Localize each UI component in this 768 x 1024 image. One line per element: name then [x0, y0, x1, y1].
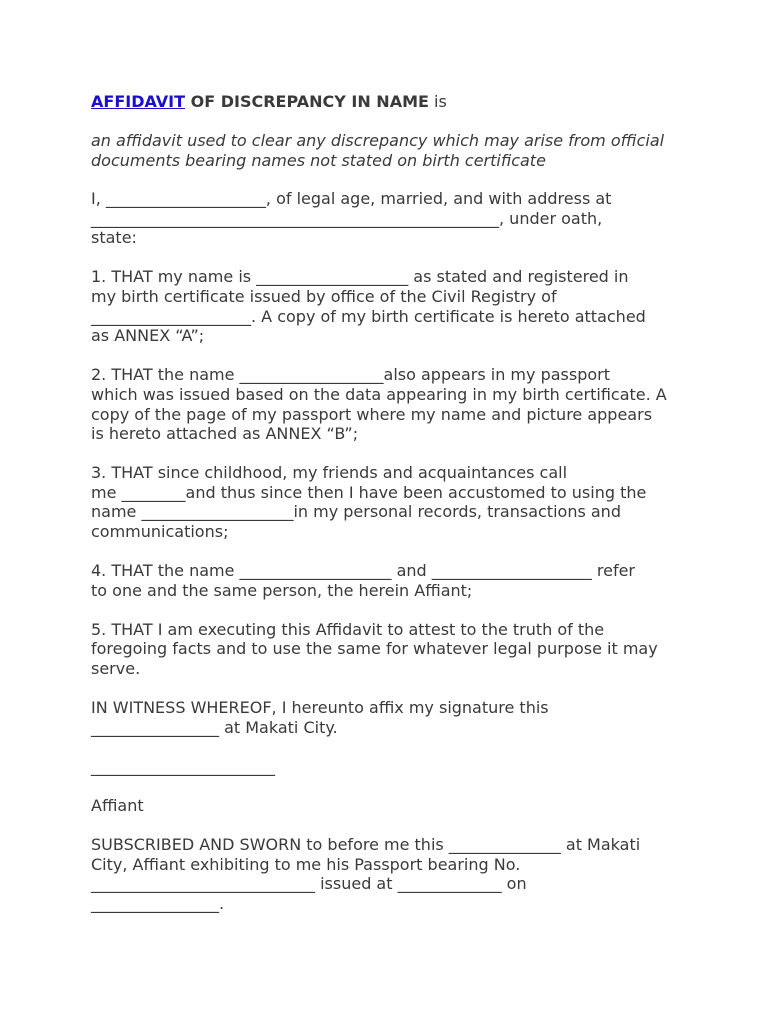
paragraph-4: 4. THAT the name ___________________ and ____________________ refer to one and the same person, the herein Affiant;: [91, 561, 636, 600]
affiant-label: Affiant: [91, 795, 144, 815]
subscribed-paragraph: SUBSCRIBED AND SWORN to before me this ______________ at Makati City, Affiant exhibiting to me his Passport bearing No. ____________________________ issued at _____________ on ________________.: [91, 834, 641, 913]
affidavit-document: [91, 92, 691, 913]
paragraph-1: 1. THAT my name is ___________________ as stated and registered in my birth certificate issued by office of the Civil Registry of ____________________. A copy of my birth certificate is hereto attached as ANNEX “A”;: [91, 267, 646, 346]
paragraph-5: 5. THAT I am executing this Affidavit to attest to the truth of the foregoing facts and to use the same for whatever legal purpose it may serve.: [91, 619, 658, 678]
affidavit-link[interactable]: AFFIDAVIT: [91, 92, 186, 111]
document-title: [91, 92, 691, 112]
title-bold-text: OF DISCREPANCY IN NAME: [185, 92, 429, 111]
signature-line: _______________________: [91, 756, 275, 776]
intro-paragraph: I, ____________________, of legal age, married, and with address at ___________________________________________________, under oath, state:: [91, 189, 612, 248]
title-trailing-text: is: [428, 92, 447, 111]
document-subtitle: an affidavit used to clear any discrepancy which may arise from official documents bearing names not stated on birth certificate: [91, 131, 665, 170]
paragraph-2: 2. THAT the name __________________also appears in my passport which was issued based on the data appearing in my birth certificate. A copy of the page of my passport where my name and picture appears is hereto attached as ANNEX “B”;: [91, 365, 667, 444]
paragraph-3: 3. THAT since childhood, my friends and acquaintances call me ________and thus since then I have been accustomed to using the name ___________________in my personal records, transactions and communications;: [91, 463, 647, 541]
witness-paragraph: IN WITNESS WHEREOF, I hereunto affix my signature this ________________ at Makati City.: [91, 698, 549, 737]
